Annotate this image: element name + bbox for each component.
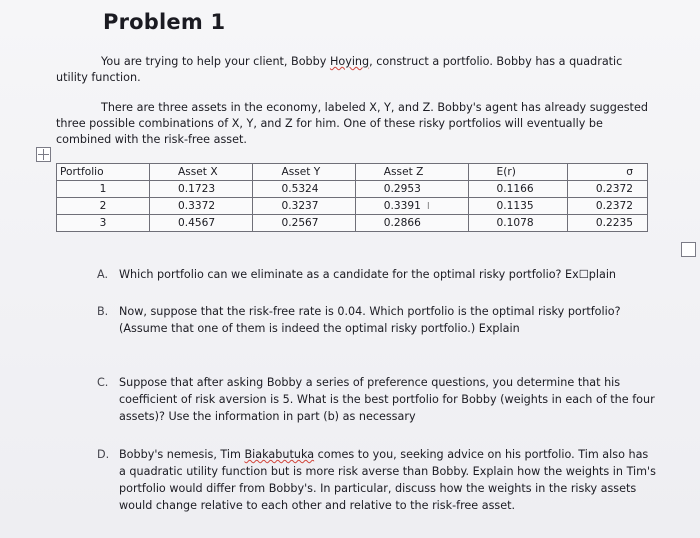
cell-expected-return: 0.1166	[468, 181, 568, 198]
cell-portfolio: 1	[57, 181, 150, 198]
header-sigma: σ	[568, 164, 648, 181]
cell-asset-x: 0.4567	[150, 215, 253, 232]
table-header-row	[57, 164, 648, 181]
question-label: C.	[97, 376, 109, 389]
header-asset-y: Asset Y	[253, 164, 355, 181]
table-move-handle-icon[interactable]	[36, 147, 51, 162]
question-a	[97, 266, 657, 283]
page-title: Problem 1	[103, 10, 226, 34]
question-text: Now, suppose that the risk-free rate is 0.04. Which portfolio is the optimal risky portfolio? (Assume that one of them is indeed the optimal risky portfolio.) Explain	[119, 305, 621, 335]
question-label: A.	[97, 268, 109, 281]
question-text	[119, 446, 657, 514]
cell-asset-y: 0.5324	[253, 181, 355, 198]
question-label: D.	[97, 448, 110, 461]
resize-handle-icon[interactable]	[681, 242, 696, 257]
cell-asset-z	[355, 198, 468, 215]
table-row	[57, 198, 648, 215]
question-c	[97, 374, 657, 425]
cell-expected-return: 0.1078	[468, 215, 568, 232]
cell-asset-x: 0.3372	[150, 198, 253, 215]
cell-sigma: 0.2235	[568, 215, 648, 232]
cell-asset-z-value: 0.3391	[383, 199, 421, 212]
header-asset-x: Asset X	[150, 164, 253, 181]
cell-portfolio: 3	[57, 215, 150, 232]
question-b	[97, 303, 657, 337]
question-text: Which portfolio can we eliminate as a candidate for the optimal risky portfolio? Ex☐plain	[119, 268, 617, 281]
cell-asset-x: 0.1723	[150, 181, 253, 198]
question-text: Suppose that after asking Bobby a series of preference questions, you determine that his coefficient of risk aversion is 5. What is the best portfolio for Bobby (weights in each of the four assets)? Use the information in part (b) as necessary	[119, 376, 655, 423]
context-paragraph: There are three assets in the economy, labeled X, Y, and Z. Bobby's agent has already suggested three possible combinations of X, Y, and Z for him. One of these risky portfolios will eventually be combined with the risk-free asset.	[56, 101, 648, 146]
text-cursor-icon: I	[426, 200, 430, 212]
header-asset-z: Asset Z	[355, 164, 468, 181]
portfolio-table	[56, 163, 648, 232]
question-d	[97, 446, 657, 514]
cell-asset-z: 0.2953	[355, 181, 468, 198]
cell-sigma: 0.2372	[568, 198, 648, 215]
cell-expected-return: 0.1135	[468, 198, 568, 215]
question-text-end: comes to you, seeking advice on his portfolio. Tim also has a quadratic utility function but is more risk averse than Bobby. Explain how the weights in Tim's portfolio would differ from Bobby's. In particular, discuss how the weights in the risky assets would change relative to each other and relative to the risk-free asset.	[119, 448, 656, 512]
cell-portfolio: 2	[57, 198, 150, 215]
intro-text-end: , construct a portfolio. Bobby has a quadratic utility function.	[56, 55, 623, 84]
header-portfolio: Portfolio	[57, 164, 150, 181]
nemesis-name: Biakabutuka	[244, 448, 315, 461]
cell-asset-y: 0.3237	[253, 198, 355, 215]
question-text-start: Bobby's nemesis, Tim	[119, 448, 245, 461]
question-label: B.	[97, 305, 109, 318]
cell-asset-y: 0.2567	[253, 215, 355, 232]
client-name: Hoying	[329, 55, 370, 68]
header-expected-return: E(r)	[468, 164, 568, 181]
table-row	[57, 215, 648, 232]
intro-text-start: You are trying to help your client, Bobby	[101, 55, 330, 68]
cell-asset-z: 0.2866	[355, 215, 468, 232]
table-row	[57, 181, 648, 198]
cell-sigma: 0.2372	[568, 181, 648, 198]
intro-paragraph	[56, 54, 656, 86]
